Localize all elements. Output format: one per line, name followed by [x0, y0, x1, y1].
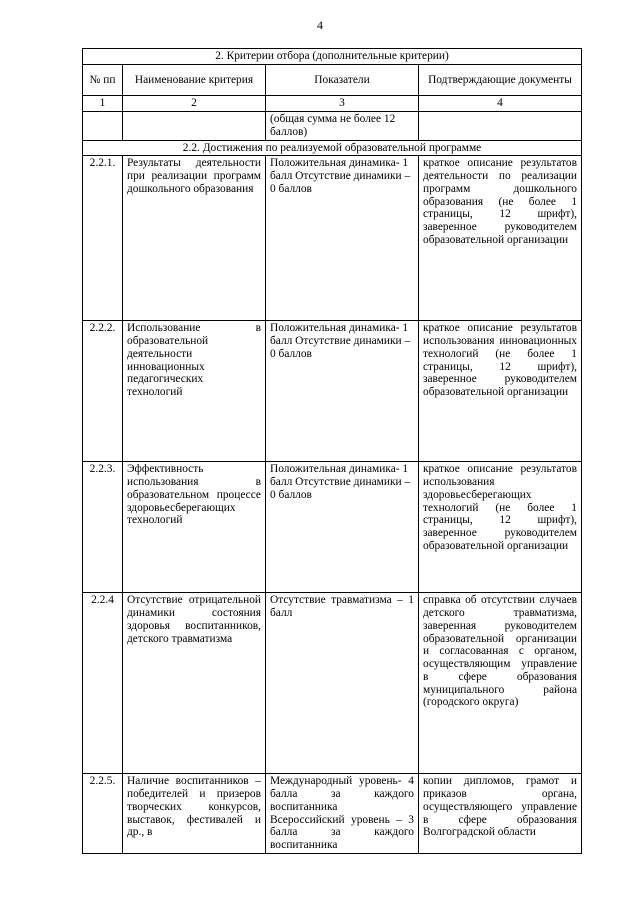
criterion-documents: справка об отсутствии случаев детского травматизма, заверенная руководителем образовательной организации и согласованная с органом, осуществляющим управление в сфере образования муниципального района (городского округа) [419, 593, 582, 774]
criterion-name: Отсутствие отрицательной динамики состояния здоровья воспитанников, детского травматизма [123, 593, 266, 774]
column-index: 1 [83, 96, 123, 112]
column-index: 2 [123, 96, 266, 112]
column-index: 4 [419, 96, 582, 112]
row-number: 2.2.4 [83, 593, 123, 774]
criterion-documents: копии дипломов, грамот и приказов органа, осуществляющего управление в сфере образования Волгоградской области [419, 774, 582, 854]
row-number: 2.2.2. [83, 321, 123, 462]
continuation-text: (общая сумма не более 12 баллов) [266, 112, 419, 141]
row-number: 2.2.1. [83, 156, 123, 321]
table-row [83, 462, 582, 593]
criterion-documents: краткое описание результатов деятельности по реализации программ дошкольного образования (не более 1 страницы, 12 шрифт), заверенное руководителем образовательной организации [419, 156, 582, 321]
section-title-row [83, 49, 582, 65]
column-index-row [83, 96, 582, 112]
header-name: Наименование критерия [123, 65, 266, 96]
table-row [83, 321, 582, 462]
table-row [83, 593, 582, 774]
subsection-title: 2.2. Достижения по реализуемой образовательной программе [83, 140, 582, 156]
subsection-title-row [83, 140, 582, 156]
row-number: 2.2.3. [83, 462, 123, 593]
header-num: № пп [83, 65, 123, 96]
table-row [83, 156, 582, 321]
criterion-indicators: Отсутствие травматизма – 1 балл [266, 593, 419, 774]
page-number: 4 [317, 18, 323, 32]
row-number: 2.2.5. [83, 774, 123, 854]
criterion-name: Результаты деятельности при реализации программ дошкольного образования [123, 156, 266, 321]
criterion-indicators: Положительная динамика- 1 балл Отсутствие динамики – 0 баллов [266, 462, 419, 593]
criterion-indicators: Положительная динамика- 1 балл Отсутствие динамики – 0 баллов [266, 321, 419, 462]
header-indicators: Показатели [266, 65, 419, 96]
criterion-indicators: Положительная динамика- 1 балл Отсутствие динамики – 0 баллов [266, 156, 419, 321]
criteria-table [82, 48, 582, 854]
header-documents: Подтверждающие документы [419, 65, 582, 96]
criterion-documents: краткое описание результатов использования инновационных технологий (не более 1 страницы, 12 шрифт), заверенное руководителем образовательной организации [419, 321, 582, 462]
continuation-row [83, 112, 582, 141]
criterion-name: Эффективность использования в образовательном процессе здоровьесберегающих технологий [123, 462, 266, 593]
header-row [83, 65, 582, 96]
criterion-name: Наличие воспитанников – победителей и призеров творческих конкурсов, выставок, фестивалей и др., в [123, 774, 266, 854]
section-title: 2. Критерии отбора (дополнительные критерии) [83, 49, 582, 65]
criterion-name: Использование в образовательной деятельности инновационных педагогических технологий [123, 321, 266, 462]
column-index: 3 [266, 96, 419, 112]
criterion-indicators: Международный уровень- 4 балла за каждого воспитанника Всероссийский уровень – 3 балла за каждого воспитанника [266, 774, 419, 854]
criterion-documents: краткое описание результатов использования здоровьесберегающих технологий (не более 1 страницы, 12 шрифт), заверенное руководителем образовательной организации [419, 462, 582, 593]
table-row [83, 774, 582, 854]
